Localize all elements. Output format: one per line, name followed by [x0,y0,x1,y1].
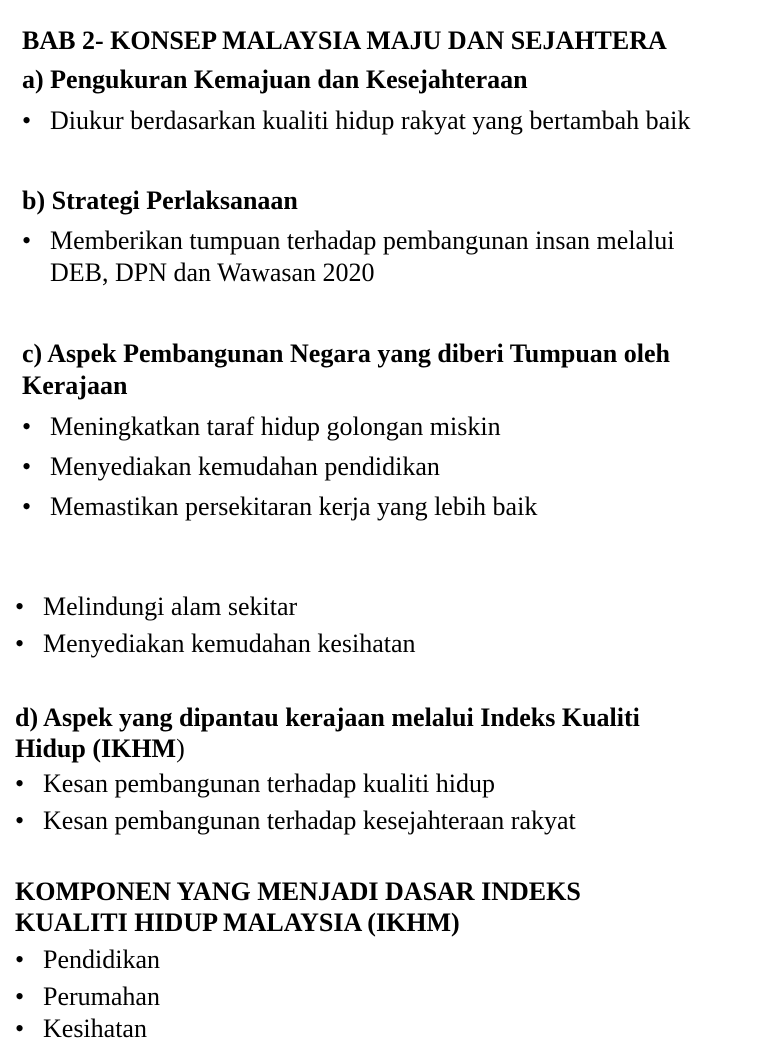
list-item: Memastikan persekitaran kerja yang lebih baik [50,492,538,521]
bullet-marker: • [22,492,32,521]
list-item: Diukur berdasarkan kualiti hidup rakyat yang bertambah baik [50,106,691,135]
section-c-heading-cont: Kerajaan [22,371,128,400]
bullet-marker: • [15,806,25,835]
bullet-marker: • [15,1014,25,1043]
bullet-marker: • [22,452,32,481]
section-d-heading-plain: ) [176,734,185,763]
components-heading-cont: KUALITI HIDUP MALAYSIA (IKHM) [15,908,460,937]
bullet-marker: • [22,412,32,441]
list-item-line: Memberikan tumpuan terhadap pembangunan insan melalui [50,226,675,255]
bullet-marker: • [15,945,25,974]
section-d-heading: d) Aspek yang dipantau kerajaan melalui Indeks Kualiti [15,703,640,732]
section-d-heading-bold: Hidup (IKHM [15,734,177,763]
bullet-marker: • [15,982,25,1011]
section-b-heading: b) Strategi Perlaksanaan [22,186,298,215]
bullet-marker: • [22,106,32,135]
bullet-marker: • [22,226,32,255]
section-d-heading-cont [15,733,185,765]
list-item: Perumahan [43,982,160,1011]
list-item: Menyediakan kemudahan pendidikan [50,452,440,481]
list-item: Melindungi alam sekitar [43,592,298,621]
bullet-marker: • [15,769,25,798]
components-heading: KOMPONEN YANG MENJADI DASAR INDEKS [15,877,581,906]
chapter-title: BAB 2- KONSEP MALAYSIA MAJU DAN SEJAHTERA [22,26,667,55]
list-item: Menyediakan kemudahan kesihatan [43,629,416,658]
list-item: Meningkatkan taraf hidup golongan miskin [50,412,501,441]
list-item: Pendidikan [43,945,160,974]
list-item: Kesan pembangunan terhadap kualiti hidup [43,769,495,798]
section-a-heading: a) Pengukuran Kemajuan dan Kesejahteraan [22,65,528,94]
section-c-heading: c) Aspek Pembangunan Negara yang diberi Tumpuan oleh [22,339,670,368]
list-item-line: DEB, DPN dan Wawasan 2020 [50,258,375,287]
list-item: Kesan pembangunan terhadap kesejahteraan rakyat [43,806,576,835]
bullet-marker: • [15,592,25,621]
bullet-marker: • [15,629,25,658]
list-item: Kesihatan [43,1014,147,1043]
